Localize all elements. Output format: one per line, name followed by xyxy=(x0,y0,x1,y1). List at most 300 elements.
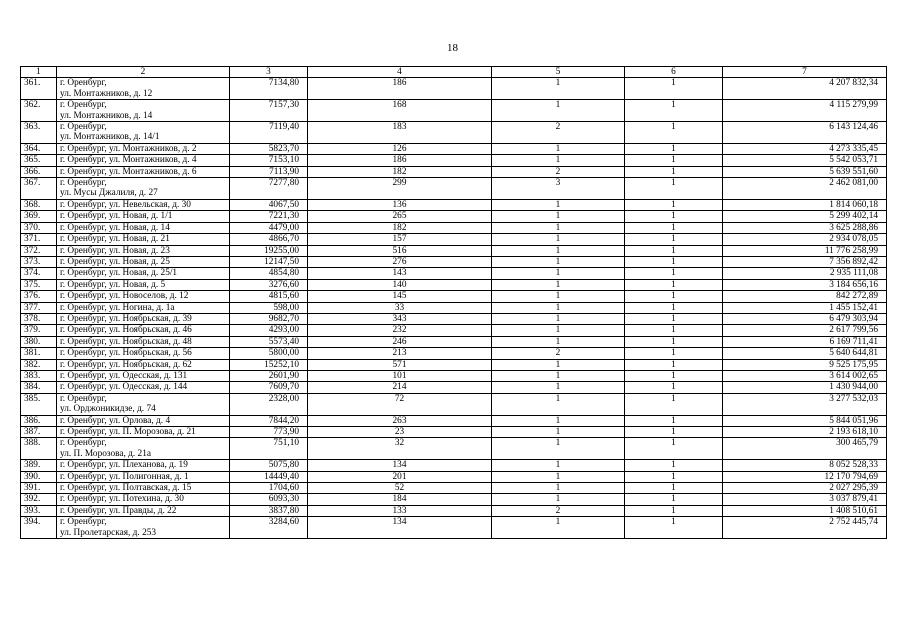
amount-cell: 12 170 794,69 xyxy=(723,471,887,482)
table-row xyxy=(21,415,887,426)
column-4-cell: 136 xyxy=(308,199,492,210)
column-header: 3 xyxy=(230,67,308,78)
address-cell xyxy=(57,494,230,505)
area-cell: 5075,80 xyxy=(230,460,308,471)
row-number-cell: 393. xyxy=(21,505,57,516)
area-cell: 3837,80 xyxy=(230,505,308,516)
address-line: г. Оренбург, ул. Ноябрьская, д. 62 xyxy=(60,359,192,370)
area-cell: 6093,30 xyxy=(230,494,308,505)
address-line: г. Оренбург, ул. Невельская, д. 30 xyxy=(60,199,191,210)
row-number-cell: 385. xyxy=(21,393,57,415)
column-6-cell: 1 xyxy=(625,100,723,122)
column-header: 6 xyxy=(625,67,723,78)
address-line: г. Оренбург, ул. П. Морозова, д. 21 xyxy=(60,427,196,437)
column-4-cell: 32 xyxy=(308,438,492,460)
table-row xyxy=(21,359,887,370)
column-6-cell: 1 xyxy=(625,178,723,200)
address-cell xyxy=(57,336,230,347)
area-cell: 7153,10 xyxy=(230,155,308,166)
address-line: г. Оренбург, ул. Полигонная, д. 1 xyxy=(60,471,189,482)
address-line: г. Оренбург, xyxy=(60,517,107,528)
column-5-cell: 3 xyxy=(492,178,625,200)
address-cell xyxy=(57,268,230,279)
column-5-cell: 1 xyxy=(492,438,625,460)
row-number-cell: 375. xyxy=(21,279,57,290)
column-4-cell: 214 xyxy=(308,382,492,393)
column-6-cell: 1 xyxy=(625,382,723,393)
address-line: г. Оренбург, ул. Новая, д. 23 xyxy=(60,245,170,256)
address-line: ул. Орджоникидзе, д. 74 xyxy=(60,404,156,415)
column-5-cell: 1 xyxy=(492,427,625,438)
column-number-row xyxy=(21,67,887,78)
address-cell xyxy=(57,100,230,122)
address-line: г. Оренбург, ул. Потехина, д. 30 xyxy=(60,494,184,505)
area-cell: 19255,00 xyxy=(230,245,308,256)
area-cell: 5823,70 xyxy=(230,143,308,154)
row-number-cell: 374. xyxy=(21,268,57,279)
column-6-cell: 1 xyxy=(625,313,723,324)
column-5-cell: 1 xyxy=(492,268,625,279)
area-cell: 2601,90 xyxy=(230,370,308,381)
amount-cell: 1 455 152,41 xyxy=(723,302,887,313)
row-number-cell: 381. xyxy=(21,348,57,359)
row-number-cell: 382. xyxy=(21,359,57,370)
address-line: г. Оренбург, ул. Новая, д. 21 xyxy=(60,234,170,245)
row-number-cell: 387. xyxy=(21,427,57,438)
address-line: г. Оренбург, ул. Ноябрьская, д. 56 xyxy=(60,348,192,359)
column-5-cell: 1 xyxy=(492,222,625,233)
address-line: ул. П. Морозова, д. 21а xyxy=(60,448,151,459)
column-header: 4 xyxy=(308,67,492,78)
column-6-cell: 1 xyxy=(625,291,723,302)
table-row xyxy=(21,166,887,177)
column-5-cell: 1 xyxy=(492,143,625,154)
area-cell: 4815,60 xyxy=(230,291,308,302)
area-cell: 4479,00 xyxy=(230,222,308,233)
address-line: г. Оренбург, ул. Новая, д. 25/1 xyxy=(60,268,178,279)
row-number-cell: 383. xyxy=(21,370,57,381)
address-cell xyxy=(57,78,230,100)
amount-cell: 5 844 051,96 xyxy=(723,415,887,426)
column-4-cell: 184 xyxy=(308,494,492,505)
column-4-cell: 72 xyxy=(308,393,492,415)
column-6-cell: 1 xyxy=(625,222,723,233)
column-5-cell: 1 xyxy=(492,483,625,494)
row-number-cell: 388. xyxy=(21,438,57,460)
column-5-cell: 1 xyxy=(492,211,625,222)
amount-cell: 5 639 551,60 xyxy=(723,166,887,177)
area-cell: 4854,80 xyxy=(230,268,308,279)
address-cell xyxy=(57,471,230,482)
column-4-cell: 516 xyxy=(308,245,492,256)
amount-cell: 4 115 279,99 xyxy=(723,100,887,122)
table-row xyxy=(21,211,887,222)
area-cell: 14449,40 xyxy=(230,471,308,482)
table-row xyxy=(21,382,887,393)
address-cell xyxy=(57,302,230,313)
address-line: г. Оренбург, ул. Полтавская, д. 15 xyxy=(60,483,192,494)
column-6-cell: 1 xyxy=(625,505,723,516)
column-5-cell: 1 xyxy=(492,291,625,302)
column-5-cell: 1 xyxy=(492,100,625,122)
table-row xyxy=(21,291,887,302)
table-row xyxy=(21,517,887,539)
column-6-cell: 1 xyxy=(625,199,723,210)
address-cell xyxy=(57,393,230,415)
column-4-cell: 201 xyxy=(308,471,492,482)
column-6-cell: 1 xyxy=(625,279,723,290)
table-row xyxy=(21,178,887,200)
address-cell xyxy=(57,348,230,359)
address-line: г. Оренбург, ул. Новая, д. 1/1 xyxy=(60,211,173,222)
area-cell: 5573,40 xyxy=(230,336,308,347)
row-number-cell: 378. xyxy=(21,313,57,324)
table-row xyxy=(21,505,887,516)
row-number-cell: 380. xyxy=(21,336,57,347)
row-number-cell: 376. xyxy=(21,291,57,302)
area-cell: 7609,70 xyxy=(230,382,308,393)
column-6-cell: 1 xyxy=(625,268,723,279)
amount-cell: 1 430 944,00 xyxy=(723,382,887,393)
column-5-cell: 1 xyxy=(492,313,625,324)
column-6-cell: 1 xyxy=(625,348,723,359)
column-4-cell: 276 xyxy=(308,256,492,267)
row-number-cell: 384. xyxy=(21,382,57,393)
row-number-cell: 369. xyxy=(21,211,57,222)
amount-cell: 6 479 303,94 xyxy=(723,313,887,324)
table-row xyxy=(21,483,887,494)
column-6-cell: 1 xyxy=(625,393,723,415)
area-cell: 2328,00 xyxy=(230,393,308,415)
address-cell xyxy=(57,234,230,245)
amount-cell: 11 776 258,99 xyxy=(723,245,887,256)
address-cell xyxy=(57,325,230,336)
row-number-cell: 377. xyxy=(21,302,57,313)
table-row xyxy=(21,313,887,324)
column-5-cell: 1 xyxy=(492,302,625,313)
row-number-cell: 390. xyxy=(21,471,57,482)
row-number-cell: 363. xyxy=(21,122,57,144)
row-number-cell: 371. xyxy=(21,234,57,245)
area-cell: 4067,50 xyxy=(230,199,308,210)
column-6-cell: 1 xyxy=(625,415,723,426)
column-5-cell: 2 xyxy=(492,166,625,177)
column-4-cell: 183 xyxy=(308,122,492,144)
amount-cell: 2 934 078,05 xyxy=(723,234,887,245)
address-cell xyxy=(57,122,230,144)
column-6-cell: 1 xyxy=(625,211,723,222)
column-6-cell: 1 xyxy=(625,336,723,347)
column-6-cell: 1 xyxy=(625,494,723,505)
column-4-cell: 140 xyxy=(308,279,492,290)
row-number-cell: 386. xyxy=(21,415,57,426)
amount-cell: 3 614 002,65 xyxy=(723,370,887,381)
table-body xyxy=(21,78,887,539)
table-row xyxy=(21,471,887,482)
table-row xyxy=(21,122,887,144)
table-row xyxy=(21,393,887,415)
column-5-cell: 1 xyxy=(492,256,625,267)
column-4-cell: 52 xyxy=(308,483,492,494)
address-line: ул. Пролетарская, д. 253 xyxy=(60,527,157,538)
column-4-cell: 343 xyxy=(308,313,492,324)
address-line: г. Оренбург, ул. Орлова, д. 4 xyxy=(60,415,171,426)
column-5-cell: 1 xyxy=(492,415,625,426)
column-5-cell: 1 xyxy=(492,494,625,505)
page-number: 18 xyxy=(447,42,458,54)
table-row xyxy=(21,302,887,313)
address-cell xyxy=(57,291,230,302)
column-5-cell: 1 xyxy=(492,517,625,539)
row-number-cell: 379. xyxy=(21,325,57,336)
row-number-cell: 370. xyxy=(21,222,57,233)
column-4-cell: 168 xyxy=(308,100,492,122)
column-4-cell: 145 xyxy=(308,291,492,302)
address-line: г. Оренбург, xyxy=(60,122,107,133)
address-line: г. Оренбург, xyxy=(60,100,107,111)
row-number-cell: 366. xyxy=(21,166,57,177)
address-line: ул. Монтажников, д. 14/1 xyxy=(60,132,160,143)
area-cell: 7134,80 xyxy=(230,78,308,100)
row-number-cell: 368. xyxy=(21,199,57,210)
table-row xyxy=(21,155,887,166)
address-line: г. Оренбург, ул. Новая, д. 25 xyxy=(60,256,170,267)
column-5-cell: 1 xyxy=(492,279,625,290)
area-cell: 7844,20 xyxy=(230,415,308,426)
column-5-cell: 1 xyxy=(492,199,625,210)
amount-cell: 2 752 445,74 xyxy=(723,517,887,539)
table-row xyxy=(21,222,887,233)
address-line: ул. Монтажников, д. 14 xyxy=(60,110,153,121)
column-4-cell: 265 xyxy=(308,211,492,222)
area-cell: 3276,60 xyxy=(230,279,308,290)
amount-cell: 2 193 618,10 xyxy=(723,427,887,438)
column-6-cell: 1 xyxy=(625,359,723,370)
amount-cell: 5 640 644,81 xyxy=(723,348,887,359)
address-cell xyxy=(57,370,230,381)
address-cell xyxy=(57,279,230,290)
column-4-cell: 101 xyxy=(308,370,492,381)
amount-cell: 3 277 532,03 xyxy=(723,393,887,415)
address-line: г. Оренбург, ул. Монтажников, д. 2 xyxy=(60,143,197,154)
column-5-cell: 1 xyxy=(492,382,625,393)
column-6-cell: 1 xyxy=(625,256,723,267)
table-row xyxy=(21,336,887,347)
table-row xyxy=(21,279,887,290)
column-6-cell: 1 xyxy=(625,325,723,336)
address-line: ул. Мусы Джалиля, д. 27 xyxy=(60,188,158,199)
column-6-cell: 1 xyxy=(625,471,723,482)
address-line: г. Оренбург, ул. Новоселов, д. 12 xyxy=(60,291,189,302)
address-cell xyxy=(57,143,230,154)
address-line: г. Оренбург, ул. Ноябрьская, д. 46 xyxy=(60,325,192,336)
row-number-cell: 392. xyxy=(21,494,57,505)
column-4-cell: 246 xyxy=(308,336,492,347)
column-6-cell: 1 xyxy=(625,517,723,539)
amount-cell: 2 027 295,39 xyxy=(723,483,887,494)
area-cell: 12147,50 xyxy=(230,256,308,267)
column-5-cell: 1 xyxy=(492,393,625,415)
address-cell xyxy=(57,415,230,426)
amount-cell: 4 207 832,34 xyxy=(723,78,887,100)
area-cell: 598,00 xyxy=(230,302,308,313)
amount-cell: 5 542 053,71 xyxy=(723,155,887,166)
amount-cell: 2 462 081,00 xyxy=(723,178,887,200)
column-header: 7 xyxy=(723,67,887,78)
address-cell xyxy=(57,505,230,516)
area-cell: 773,90 xyxy=(230,427,308,438)
amount-cell: 4 273 335,45 xyxy=(723,143,887,154)
address-cell xyxy=(57,245,230,256)
column-6-cell: 1 xyxy=(625,78,723,100)
area-cell: 7113,90 xyxy=(230,166,308,177)
column-6-cell: 1 xyxy=(625,155,723,166)
column-5-cell: 1 xyxy=(492,460,625,471)
column-5-cell: 1 xyxy=(492,155,625,166)
address-line: г. Оренбург, ул. Новая, д. 14 xyxy=(60,222,170,233)
address-line: г. Оренбург, ул. Монтажников, д. 4 xyxy=(60,155,197,166)
table-row xyxy=(21,143,887,154)
row-number-cell: 373. xyxy=(21,256,57,267)
address-line: г. Оренбург, ул. Одесская, д. 144 xyxy=(60,382,188,393)
area-cell: 4293,00 xyxy=(230,325,308,336)
address-line: г. Оренбург, ул. Одесская, д. 131 xyxy=(60,370,188,381)
amount-cell: 300 465,79 xyxy=(723,438,887,460)
column-6-cell: 1 xyxy=(625,302,723,313)
address-cell xyxy=(57,222,230,233)
column-4-cell: 182 xyxy=(308,166,492,177)
area-cell: 5800,00 xyxy=(230,348,308,359)
table-row xyxy=(21,325,887,336)
column-4-cell: 126 xyxy=(308,143,492,154)
address-cell xyxy=(57,517,230,539)
table-row xyxy=(21,438,887,460)
table-row xyxy=(21,100,887,122)
column-4-cell: 23 xyxy=(308,427,492,438)
column-5-cell: 2 xyxy=(492,505,625,516)
table-row xyxy=(21,460,887,471)
column-5-cell: 1 xyxy=(492,471,625,482)
row-number-cell: 391. xyxy=(21,483,57,494)
address-cell xyxy=(57,256,230,267)
row-number-cell: 394. xyxy=(21,517,57,539)
address-cell xyxy=(57,155,230,166)
column-6-cell: 1 xyxy=(625,122,723,144)
column-5-cell: 1 xyxy=(492,370,625,381)
column-4-cell: 263 xyxy=(308,415,492,426)
address-cell xyxy=(57,382,230,393)
address-cell xyxy=(57,460,230,471)
address-line: г. Оренбург, ул. Ноябрьская, д. 48 xyxy=(60,336,192,347)
address-cell xyxy=(57,483,230,494)
address-line: г. Оренбург, ул. Новая, д. 5 xyxy=(60,279,166,290)
area-cell: 9682,70 xyxy=(230,313,308,324)
column-5-cell: 1 xyxy=(492,325,625,336)
amount-cell: 6 169 711,41 xyxy=(723,336,887,347)
column-6-cell: 1 xyxy=(625,234,723,245)
amount-cell: 842 272,89 xyxy=(723,291,887,302)
area-cell: 7277,80 xyxy=(230,178,308,200)
address-line: г. Оренбург, xyxy=(60,78,107,89)
row-number-cell: 361. xyxy=(21,78,57,100)
column-4-cell: 186 xyxy=(308,155,492,166)
address-line: г. Оренбург, ул. Плеханова, д. 19 xyxy=(60,460,188,471)
amount-cell: 1 408 510,61 xyxy=(723,505,887,516)
area-cell: 15252,10 xyxy=(230,359,308,370)
amount-cell: 1 814 060,18 xyxy=(723,199,887,210)
column-6-cell: 1 xyxy=(625,438,723,460)
table-row xyxy=(21,245,887,256)
amount-cell: 2 617 799,56 xyxy=(723,325,887,336)
column-5-cell: 1 xyxy=(492,359,625,370)
area-cell: 751,10 xyxy=(230,438,308,460)
amount-cell: 3 037 879,41 xyxy=(723,494,887,505)
address-cell xyxy=(57,427,230,438)
column-header: 1 xyxy=(21,67,57,78)
housing-registry-table xyxy=(20,66,887,539)
column-6-cell: 1 xyxy=(625,370,723,381)
table-row xyxy=(21,199,887,210)
address-cell xyxy=(57,313,230,324)
amount-cell: 5 299 402,14 xyxy=(723,211,887,222)
address-line: г. Оренбург, ул. Ноябрьская, д. 39 xyxy=(60,313,192,324)
column-5-cell: 1 xyxy=(492,78,625,100)
column-6-cell: 1 xyxy=(625,483,723,494)
row-number-cell: 389. xyxy=(21,460,57,471)
address-line: г. Оренбург, xyxy=(60,178,107,189)
row-number-cell: 372. xyxy=(21,245,57,256)
address-line: г. Оренбург, xyxy=(60,393,107,404)
column-4-cell: 232 xyxy=(308,325,492,336)
row-number-cell: 365. xyxy=(21,155,57,166)
column-4-cell: 157 xyxy=(308,234,492,245)
amount-cell: 3 184 656,16 xyxy=(723,279,887,290)
area-cell: 7157,30 xyxy=(230,100,308,122)
column-4-cell: 134 xyxy=(308,460,492,471)
address-cell xyxy=(57,199,230,210)
table-row xyxy=(21,427,887,438)
amount-cell: 8 052 528,33 xyxy=(723,460,887,471)
address-cell xyxy=(57,211,230,222)
table-row xyxy=(21,268,887,279)
address-line: г. Оренбург, ул. Правды, д. 22 xyxy=(60,505,177,516)
area-cell: 7119,40 xyxy=(230,122,308,144)
address-cell xyxy=(57,438,230,460)
row-number-cell: 364. xyxy=(21,143,57,154)
area-cell: 3284,60 xyxy=(230,517,308,539)
amount-cell: 9 525 175,95 xyxy=(723,359,887,370)
row-number-cell: 367. xyxy=(21,178,57,200)
address-cell xyxy=(57,166,230,177)
column-4-cell: 213 xyxy=(308,348,492,359)
column-5-cell: 1 xyxy=(492,336,625,347)
area-cell: 7221,30 xyxy=(230,211,308,222)
table-row xyxy=(21,78,887,100)
area-cell: 4866,70 xyxy=(230,234,308,245)
column-6-cell: 1 xyxy=(625,245,723,256)
column-4-cell: 33 xyxy=(308,302,492,313)
address-line: г. Оренбург, ул. Монтажников, д. 6 xyxy=(60,166,197,177)
amount-cell: 2 935 111,08 xyxy=(723,268,887,279)
table-row xyxy=(21,348,887,359)
column-header: 2 xyxy=(57,67,230,78)
address-line: г. Оренбург, ул. Ногина, д. 1а xyxy=(60,302,175,313)
column-6-cell: 1 xyxy=(625,427,723,438)
column-header: 5 xyxy=(492,67,625,78)
address-cell xyxy=(57,359,230,370)
table-row xyxy=(21,234,887,245)
column-4-cell: 143 xyxy=(308,268,492,279)
